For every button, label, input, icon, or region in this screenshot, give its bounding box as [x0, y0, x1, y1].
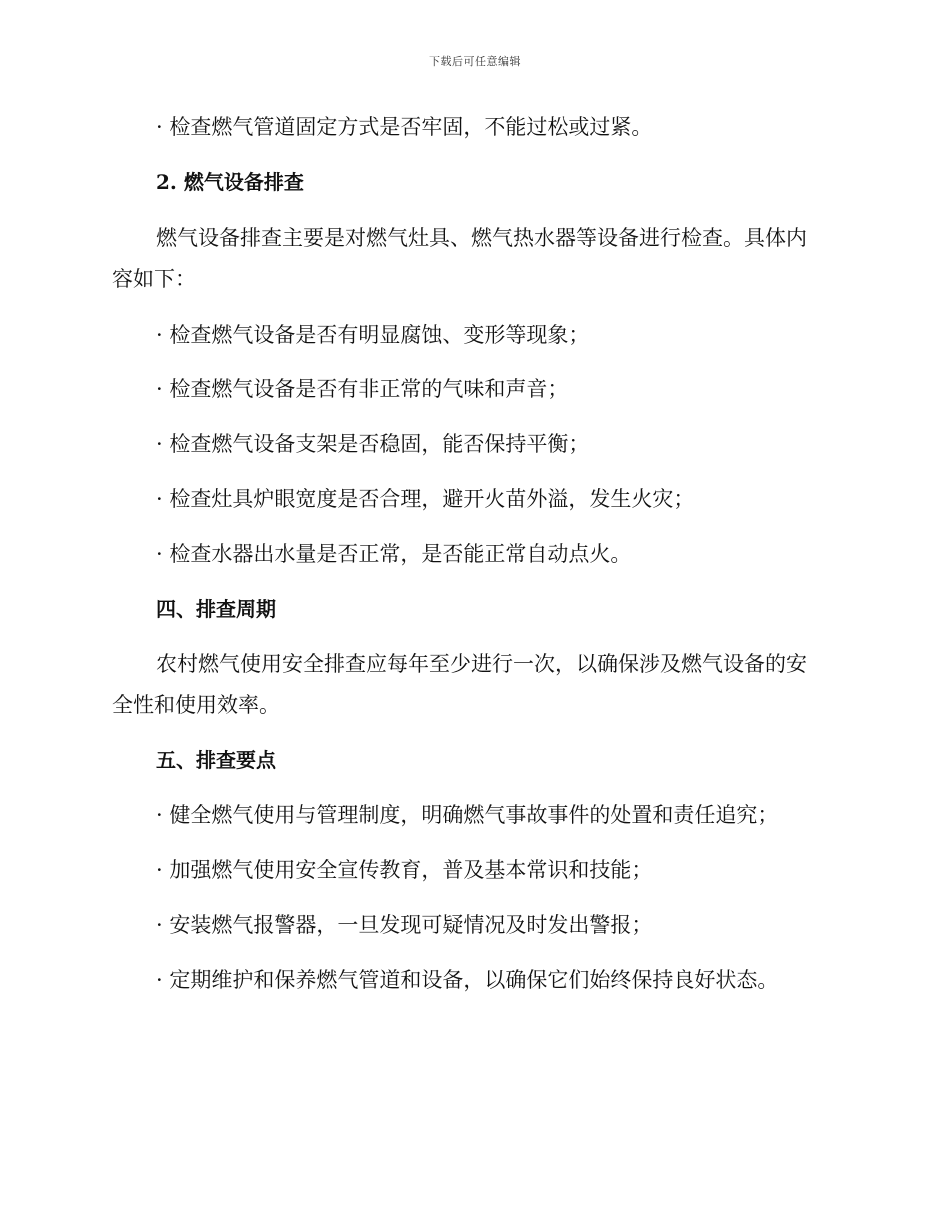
section-heading: 2. 燃气设备排查 [156, 170, 304, 194]
bullet-item: · 检查燃气设备支架是否稳固，能否保持平衡； [156, 432, 590, 456]
bullet-item: · 检查水器出水量是否正常，是否能正常自动点火。 [156, 542, 632, 566]
paragraph-line: 燃气设备排查主要是对燃气灶具、燃气热水器等设备进行检查。具体内 [156, 226, 807, 250]
page-header: 下载后可任意编辑 [429, 55, 521, 68]
section-heading: 五、排查要点 [156, 748, 276, 772]
paragraph-line: 容如下： [112, 267, 196, 291]
bullet-item: · 健全燃气使用与管理制度，明确燃气事故事件的处置和责任追究； [156, 803, 779, 827]
bullet-item: · 检查燃气管道固定方式是否牢固，不能过松或过紧。 [156, 115, 653, 139]
bullet-item: · 安装燃气报警器，一旦发现可疑情况及时发出警报； [156, 913, 653, 937]
bullet-item: · 检查燃气设备是否有明显腐蚀、变形等现象； [156, 323, 590, 347]
bullet-item: · 加强燃气使用安全宣传教育，普及基本常识和技能； [156, 858, 653, 882]
bullet-item: · 定期维护和保养燃气管道和设备，以确保它们始终保持良好状态。 [156, 968, 779, 992]
section-heading: 四、排查周期 [156, 597, 276, 621]
bullet-item: · 检查灶具炉眼宽度是否合理，避开火苗外溢，发生火灾； [156, 487, 695, 511]
paragraph-line: 全性和使用效率。 [112, 693, 280, 717]
paragraph-line: 农村燃气使用安全排查应每年至少进行一次，以确保涉及燃气设备的安 [156, 652, 807, 676]
bullet-item: · 检查燃气设备是否有非正常的气味和声音； [156, 377, 569, 401]
